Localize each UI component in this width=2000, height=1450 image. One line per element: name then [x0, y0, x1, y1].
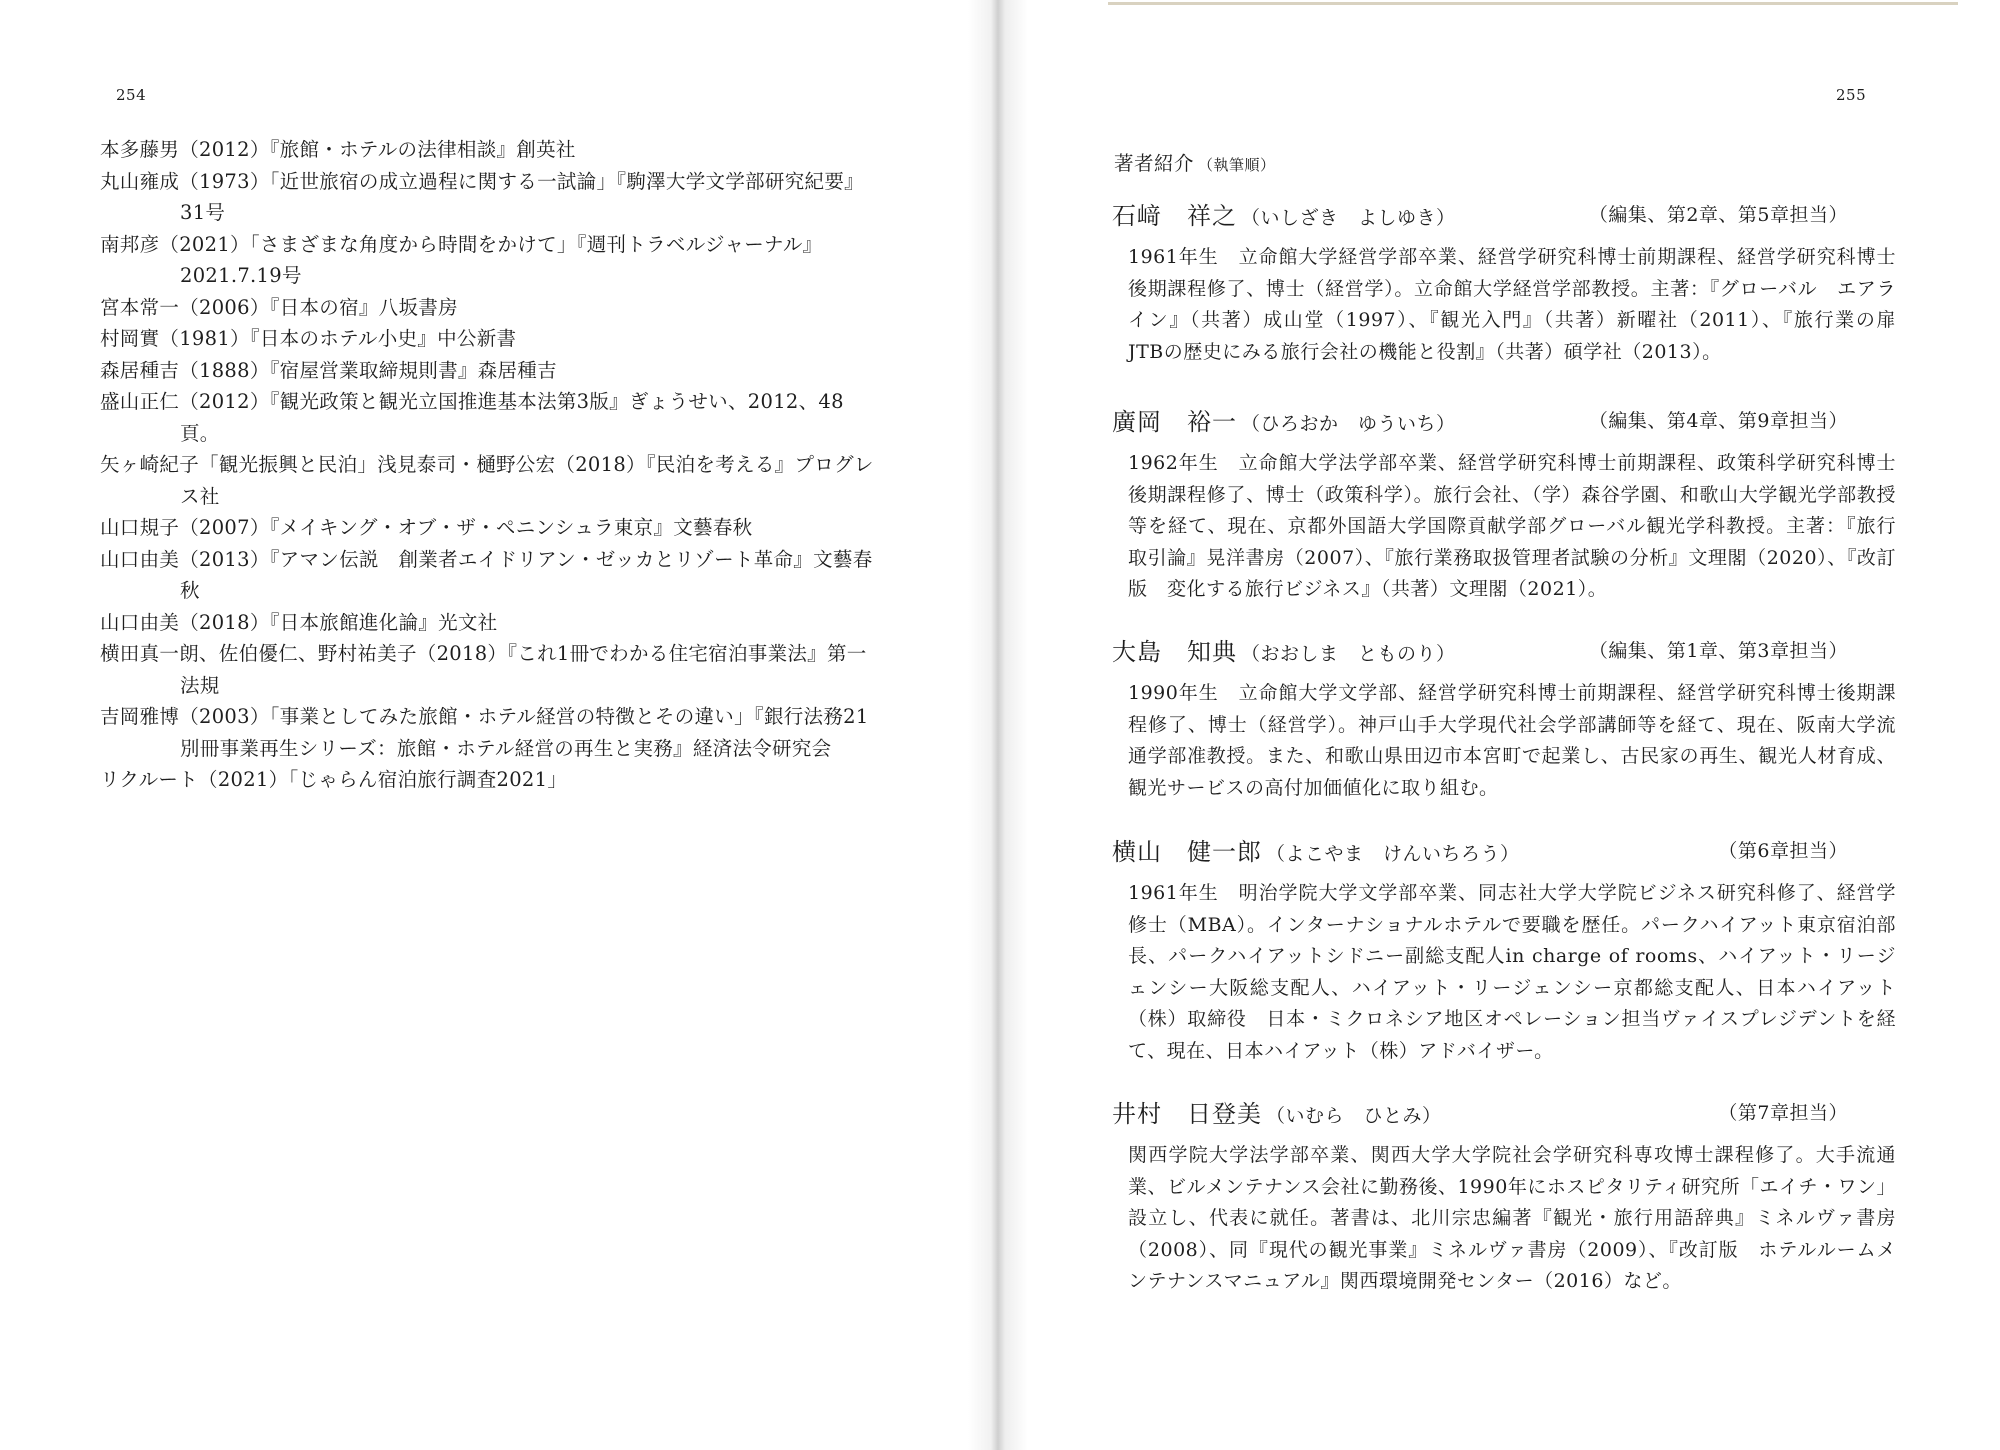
author-role: （第7章担当） [1718, 1102, 1848, 1124]
author-bio: 1961年生 立命館大学経営学部卒業、経営学研究科博士前期課程、経営学研究科博士後期課程修了、博士（経営学）。立命館大学経営学部教授。主著：『グローバル エアライン』（共著）成山堂（1997）、『観光入門』（共著）新曜社（2011）、『旅行業の扉 JTBの歴史にみる旅行会社の機能と役割』（共著）碩学社（2013）。 [1128, 246, 1896, 363]
author-reading: （いむら ひとみ） [1266, 1105, 1442, 1127]
reference-entry: 本多藤男（2012）『旅館・ホテルの法律相談』創英社 [100, 138, 576, 161]
author-entry [1112, 1094, 1896, 1298]
reference-entry: 矢ヶ崎紀子「観光振興と民泊」浅見泰司・樋野公宏（2018）『民泊を考える』プログレス社 [100, 453, 874, 508]
author-header [1112, 632, 1892, 668]
author-reading: （ひろおか ゆういち） [1241, 413, 1456, 435]
book-gutter [968, 0, 1028, 1450]
author-bio: 関西学院大学法学部卒業、関西大学大学院社会学研究科専攻博士課程修了。大手流通業、ビルメンテナンス会社に勤務後、1990年にホスピタリティ研究所「エイチ・ワン」設立し、代表に就任。著書は、北川宗忠編著『観光・旅行用語辞典』ミネルヴァ書房（2008）、同『現代の観光事業』ミネルヴァ書房（2009）、『改訂版 ホテルルームメンテナンスマニュアル』関西環境開発センター（2016）など。 [1128, 1144, 1896, 1292]
author-bio: 1961年生 明治学院大学文学部卒業、同志社大学大学院ビジネス研究科修了、経営学修士（MBA）。インターナショナルホテルで要職を歴任。パークハイアット東京宿泊部長、パークハイアットシドニー副総支配人in charge of rooms、ハイアット・リージェンシー大阪総支配人、ハイアット・リージェンシー京都総支配人、日本ハイアット（株）取締役 日本・ミクロネシア地区オペレーション担当ヴァイスプレジデントを経て、現在、日本ハイアット（株）アドバイザー。 [1128, 882, 1896, 1062]
reference-entry: リクルート（2021）「じゃらん宿泊旅行調査2021」 [100, 768, 568, 791]
reference-entry: 山口規子（2007）『メイキング・オブ・ザ・ペニンシュラ東京』文藝春秋 [100, 516, 753, 539]
author-header [1112, 832, 1892, 868]
author-entry [1112, 196, 1896, 368]
author-role: （編集、第4章、第9章担当） [1588, 410, 1848, 432]
reference-entry: 山口由美（2018）『日本旅館進化論』光文社 [100, 610, 498, 634]
author-name: 廣岡 裕一 [1112, 408, 1237, 436]
reference-entry: 横田真一朗、佐伯優仁、野村祐美子（2018）『これ1冊でわかる住宅宿泊事業法』第一法規 [100, 642, 867, 697]
author-name: 石﨑 祥之 [1112, 202, 1237, 230]
author-bio: 1962年生 立命館大学法学部卒業、経営学研究科博士前期課程、政策科学研究科博士後期課程修了、博士（政策科学）。旅行会社、（学）森谷学園、和歌山大学観光学部教授等を経て、現在、京都外国語大学国際貢献学部グローバル観光学科教授。主著：『旅行取引論』晃洋書房（2007）、『旅行業務取扱管理者試験の分析』文理閣（2020）、『改訂版 変化する旅行ビジネス』（共著）文理閣（2021）。 [1128, 452, 1896, 600]
author-name: 大島 知典 [1112, 638, 1237, 666]
reference-entry: 村岡實（1981）『日本のホテル小史』中公新書 [100, 327, 517, 350]
author-header [1112, 402, 1892, 438]
reference-entry: 宮本常一（2006）『日本の宿』八坂書房 [100, 295, 458, 319]
author-role: （編集、第2章、第5章担当） [1588, 204, 1848, 226]
page-number-right: 255 [1836, 86, 1867, 104]
reference-entry: 吉岡雅博（2003）「事業としてみた旅館・ホテル経営の特徴とその違い」『銀行法務21別冊事業再生シリーズ：旅館・ホテル経営の再生と実務』経済法令研究会 [100, 705, 869, 760]
author-reading: （おおしま とものり） [1241, 643, 1456, 665]
author-entry [1112, 632, 1896, 804]
page-number-left: 254 [116, 86, 147, 104]
author-entry [1112, 832, 1896, 1067]
reference-entry: 丸山雍成（1973）「近世旅宿の成立過程に関する一試論」『駒澤大学文学部研究紀要』31号 [100, 169, 864, 224]
reference-entry: 山口由美（2013）『アマン伝説 創業者エイドリアン・ゼッカとリゾート革命』文藝春秋 [100, 547, 873, 602]
author-bio: 1990年生 立命館大学文学部、経営学研究科博士前期課程、経営学研究科博士後期課程修了、博士（経営学）。神戸山手大学現代社会学部講師等を経て、現在、阪南大学流通学部准教授。また、和歌山県田辺市本宮町で起業し、古民家の再生、観光人材育成、観光サービスの高付加価値化に取り組む。 [1128, 682, 1896, 799]
left-page [0, 0, 990, 1450]
reference-entry: 盛山正仁（2012）『観光政策と観光立国推進基本法第3版』ぎょうせい、2012、48頁。 [100, 390, 844, 445]
author-header [1112, 196, 1892, 232]
author-reading: （よこやま けんいちろう） [1266, 843, 1520, 865]
author-reading: （いしざき よしゆき） [1241, 207, 1456, 229]
author-name: 横山 健一郎 [1112, 838, 1262, 866]
author-role: （第6章担当） [1718, 840, 1848, 862]
right-page [996, 0, 2000, 1450]
heading-title: 著者紹介 [1114, 152, 1195, 175]
author-section-heading [1114, 148, 1276, 176]
author-role: （編集、第1章、第3章担当） [1588, 640, 1848, 662]
heading-subtitle: （執筆順） [1198, 156, 1276, 174]
top-edge-rule [1108, 2, 1958, 5]
reference-entry: 南邦彦（2021）「さまざまな角度から時間をかけて」『週刊トラベルジャーナル』2021.7.19号 [100, 232, 823, 287]
reference-list [100, 134, 880, 796]
author-name: 井村 日登美 [1112, 1100, 1262, 1128]
reference-entry: 森居種吉（1888）『宿屋営業取締規則書』森居種吉 [100, 358, 557, 382]
author-header [1112, 1094, 1892, 1130]
author-entry [1112, 402, 1896, 606]
